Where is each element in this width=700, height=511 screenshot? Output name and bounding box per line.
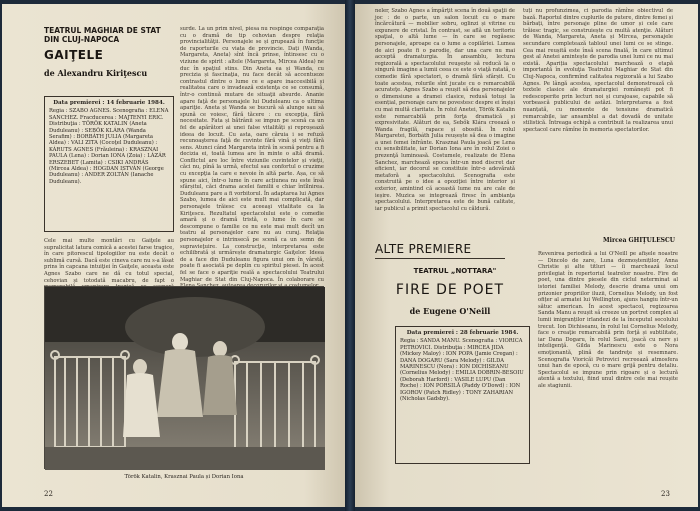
play2-title-block (375, 282, 525, 298)
premiere-date: Data premierei : 14 februarie 1984. (53, 100, 165, 106)
premiere2-date: Data premierei : 28 februarie 1984. (406, 330, 519, 336)
theatre-line-1: TEATRUL MAGHIAR DE STAT (44, 26, 161, 35)
page-number-left: 22 (44, 490, 53, 498)
author2-block (375, 306, 525, 316)
credits-text: Regia : SZABO AGNES. Scenografia : ELENA SANCHEZ. Fracducerea : MAJTENYI ERIC. Distribuţia : TÖRÖK KATALIN (Aneta Duduleanu) : SEBŐK KLÁRA (Wanda Serafim) : BORBÁTH JULIA (Margareta Aldea) : VALI ZITA (Cocoţel Duduleanu) : KÁRUTS AGNES (Frăuleina) : KRASZNAI PAULA (Lena) : Dorian IONA (Zoia) : LÁZÁR ERSZEBET (Lamita) : CSIKI ANDRÁS (Mircea Aldea) : HOGDAN ISTVÁN (George Duduleanu) : ANDER ZOLTÁN (Ianache Duduleanu). (49, 108, 169, 185)
theatre-heading (44, 26, 174, 44)
author-block (44, 68, 174, 78)
right-col1-text (375, 8, 515, 236)
credits-box (44, 96, 174, 232)
left-col1-paragraph: Cele mai multe montări cu Gaiţele au supralicitat latura comică a acestei farse tragice, în care pitorescul tipologiilor nu este decât o sublimă cursă. Dacă este cineva care nu s-a lăsat prins în capcana intuiţiei în Gaiţele, aceasta este Agnes Szabo care ne dă cu totul special, cehovian și totodată macabru, de fapt o (44, 238, 174, 284)
page-number-right: 23 (661, 490, 670, 498)
photo-caption: Török Katalin, Krasznai Paula și Dorian Iona (124, 474, 244, 480)
left-col1-text (44, 238, 174, 284)
alte-premiere-heading (375, 242, 505, 259)
stage-photo-illustration (45, 287, 325, 470)
right-col2-paragraph: tuți nu profunzimea, ci parodia rămîne obiectivul de bază. Raportul dintre cuplurile de putere, dintre femei și bărbați, între personaje pline de umor și cele care trăiesc tragic, se construiește cu multă atenţie. Alături de Wanda, Margareta, Aneta și Mircea, personajele secundare completează tabloul unei lumi ce se stinge. Cea mai reușită este însă scena finală, în care ultimul gest al Anetei amintește de parodia unei lumi ce nu mai există. Apariția spectacolului marchează o etapă importantă în evoluţia Teatrului Maghiar de Stat din Cluj-Napoca, confirmînd calitatea regizorală a lui Szabo Agnes. Pe lângă acestea, spectacolul demonstrează că textele clasice ale dramaturgiei românești pot fi redescoperite prin lecturi noi și curajoase, capabile să vorbească publicului de astăzi. Interpretarea a fost nuanțată, cu momente de tensiune dramatică remarcabile, iar ansamblul a dat dovadă de unitate stilistică. Întreaga echipă a contribuit la realizarea unui spectacol care rămîne în memoria spectatorilor. (523, 8, 673, 133)
review-signature: Mircea GHIŢULESCU (603, 237, 675, 244)
theatre-line-2: DIN CLUJ-NAPOCA (44, 35, 120, 44)
credits2-box (395, 326, 530, 464)
right-col3-paragraph: Revenirea periodică a lui O'Neill pe afișele noastre — Dincolo de zare, Luna dezmoșteniților, Anna Christie și alte titluri — îi marchează locul privilegiat în repertoriul teatrelor noastre. Fire de poet, una dintre piesele din ciclul neterminat al istoriei familiei Melody, descrie drama unui om prizonier propriilor iluzii, Cornelius Melody, un fost ofițer al armatei lui Wellington, ajuns hangiu într-un sătuc american. În acest spectacol, regizoarea Sanda Manu a reușit să creeze un portret complex al lumii imigranților irlandezi de la începutul secolului trecut. Ion Dichiseanu, în rolul lui Cornelius Melody, face o creaţie remarcabilă prin forţă și subtilitate, iar Dana Dogaru, în rolul Sarei, joacă cu nerv și inteligenţă. Gilda Marinescu este o Nora emoţionantă, plină de tandreţe și resemnare. Scenografia Vioricăi Petrovici recreează atmosfera unui han de epocă, cu o mare grijă pentru detaliu. Spectacolul se impune prin rigoare și o lectură atentă a textului, fiind unul dintre cele mai reușite ale stagiunii. (538, 251, 678, 389)
left-page (2, 4, 345, 507)
left-col2-paragraph: surde. La un prim nivel, piesa nu respinge comparaţia cu o dramă de tip cehovian despre relaţia provincialităţii. Personajele se și grupează în funcţie de raporturile cu viața de provincie. Dați (Wanda, Margareta, Aneta) sînt încă prinse, întinsesc cu o viziune de spirit : altele (Margareta, Mircea Aldea) ne duc în spaţiul stins. Din Aneta ea și Wanda, cu precizia și fascinaţia, nu face decât să accentueze contrastul dintre o lume ce e apare inaccesibilă și realitatea care o invadează existenţa ce se consumă, într-o continuă mutare de situaţii absurde. Ananie apare faţă de personajele lui Duduleanu ca o ultima apariţie. Aneta și Wanda se bucură să alunge sau să spună ce voiesc, fără tăcere : cu excepţia, fără necesitate. Fata și bătrânii se impun pe scenă ca un fel de apărători ai unei false vitalități și reproșează ideea de locuit. Cu asta, oare căruia i se refuză recunoaşterea faţă de cuvinte fără vină și vieţi fără sens. Atunci când Margareta intră în scenă pentru a fi decizia ei, toată lumea are în minte o altă dramă. Conflictul are loc între viziunile cuvintelor și vieţii, căci nu, pînă la urmă, efectul sau confortul o cruzime cu excepţia la care e nevoie în altă parte. Așa, ce să spune aici, într-o lume în care acțiunea nu este însă sfârșitul, căci drama acelei familii e chiar întîlnirea. Duduleanu pare a fi vorbitorul. În adaptarea lui Agnes Szabo, lumea de aici este mult mai complicată, dar personajele trăiesc cu aceeaşi vitalitate ca la Kiriţescu. Rezultatul spectacolului este o comedie amară și o dramă tristă, o lume în care se descompune o familie ce nu este mai mult decît un teatru al personajelor care nu au curaj. Relaţia personajelor e intrinsecă pe scenă ca un semn de supravieţuire. La construcţie, interpretarea este echilibrată și urmărește dramaturgic Gaiţelor. Ideea de a face din Duduleanu figura unui om în vârstă, poate fi asociată pe deplin cu spiritul piesei. În acest fel se face o apariţie reală a spectacolului Teatrului Maghiar de Stat din Cluj-Napoca. În colaborare cu (180, 26, 324, 283)
author2-line: de Eugene O'Neill (409, 306, 491, 316)
right-col1-paragraph: neler, Szabo Agnes a împărţit scena în două spaţii de joc : de o parte, un salon locuit cu o mare încărcătură — mobilier sobru, oglinzi și vitrine cu expunere de cristal. În contrast, se află un teritoriu spaţial, o altă lume — în care se regăsesc personajele, aproape ca o lume a copilăriei. Lumea de aici poate fi o parodie, dar una care nu mai acceptă dramaturgia. În ansamblu, lectura regizorală a spectacolului reuşește să reducă la o singură imagine a lumii ceea ce este o viaţă ratată, o comedie fără spectatori, o dramă fără sfârșit. Cu toate acestea, rolurile sînt jucate cu o remarcabilă acurateţe. Agnes Szabo a reușit să dea personajelor o dimensiune a dramei clasice, redusă totuși la esențial, personaje care ne povestesc despre ei înșiși cu mai multă claritate. În rolul Anetei, Török Katalin este remarcabilă prin forţa dramatică și expresivitate. Alături de ea, Sebők Klára creează o Wanda fragilă, rapace și obosită. În rolul Margaretei, Borbáth Julia reușește să dea o imagine a unei femei înfrânte. Krasznai Paula joacă pe Lena cu sensibilitate, iar Dorian Iona are în rolul Zoiei o prezenţă luminoasă. Costumele, realizate de Elena Sanchez, marchează epoca într-un mod discret dar eficient, iar decorul se constituie într-o adevărată metaforă a spectacolului. Scenografia este construită pe o idee a opoziţiei între interior și exterior, amintind că această lume nu are cale de ieșire. Muzica se integrează firesc în ambianţa spectacolului. Interpretarea este de bună calitate, iar publicul a primit spectacolul cu căldură. (375, 8, 515, 212)
credits2-text: Regia : SANDA MANU. Scenografia : VIORICA PETROVICI. Distribuţia : MIRCEA JIDA (Mickey Maloy) : ION POPA (Jamie Cregan) : DANA DOGARU (Sara Melody) : GILDA MARINESCU (Nora) : ION DICHISEANU (Cornelius Melody) : EMILIA DOBRIN-BESOIU (Deborah Harford) : VASILE LUPU (Dan Roche) : ION PORSILĂ (Paddy O'Dowd) : ION IGOROV (Patch Ridley) : TONY ZAHARIAN (Nicholas Gadsby). (400, 338, 524, 403)
left-col2-text (180, 26, 324, 283)
author-line: de Alexandru Kiriţescu (44, 68, 148, 78)
right-page (355, 4, 698, 507)
theatre2-block (385, 267, 525, 276)
book-spine (345, 0, 355, 511)
theatre2-line: TEATRUL „NOTTARA" (413, 267, 497, 275)
right-col2-text (523, 8, 673, 234)
section-heading: ALTE PREMIERE (375, 242, 505, 259)
play-title-block (44, 48, 174, 62)
play-title: GAIŢELE (44, 48, 104, 62)
stage-photo (44, 286, 324, 469)
right-col3-text (538, 251, 678, 481)
play2-title: FIRE DE POET (395, 282, 505, 298)
